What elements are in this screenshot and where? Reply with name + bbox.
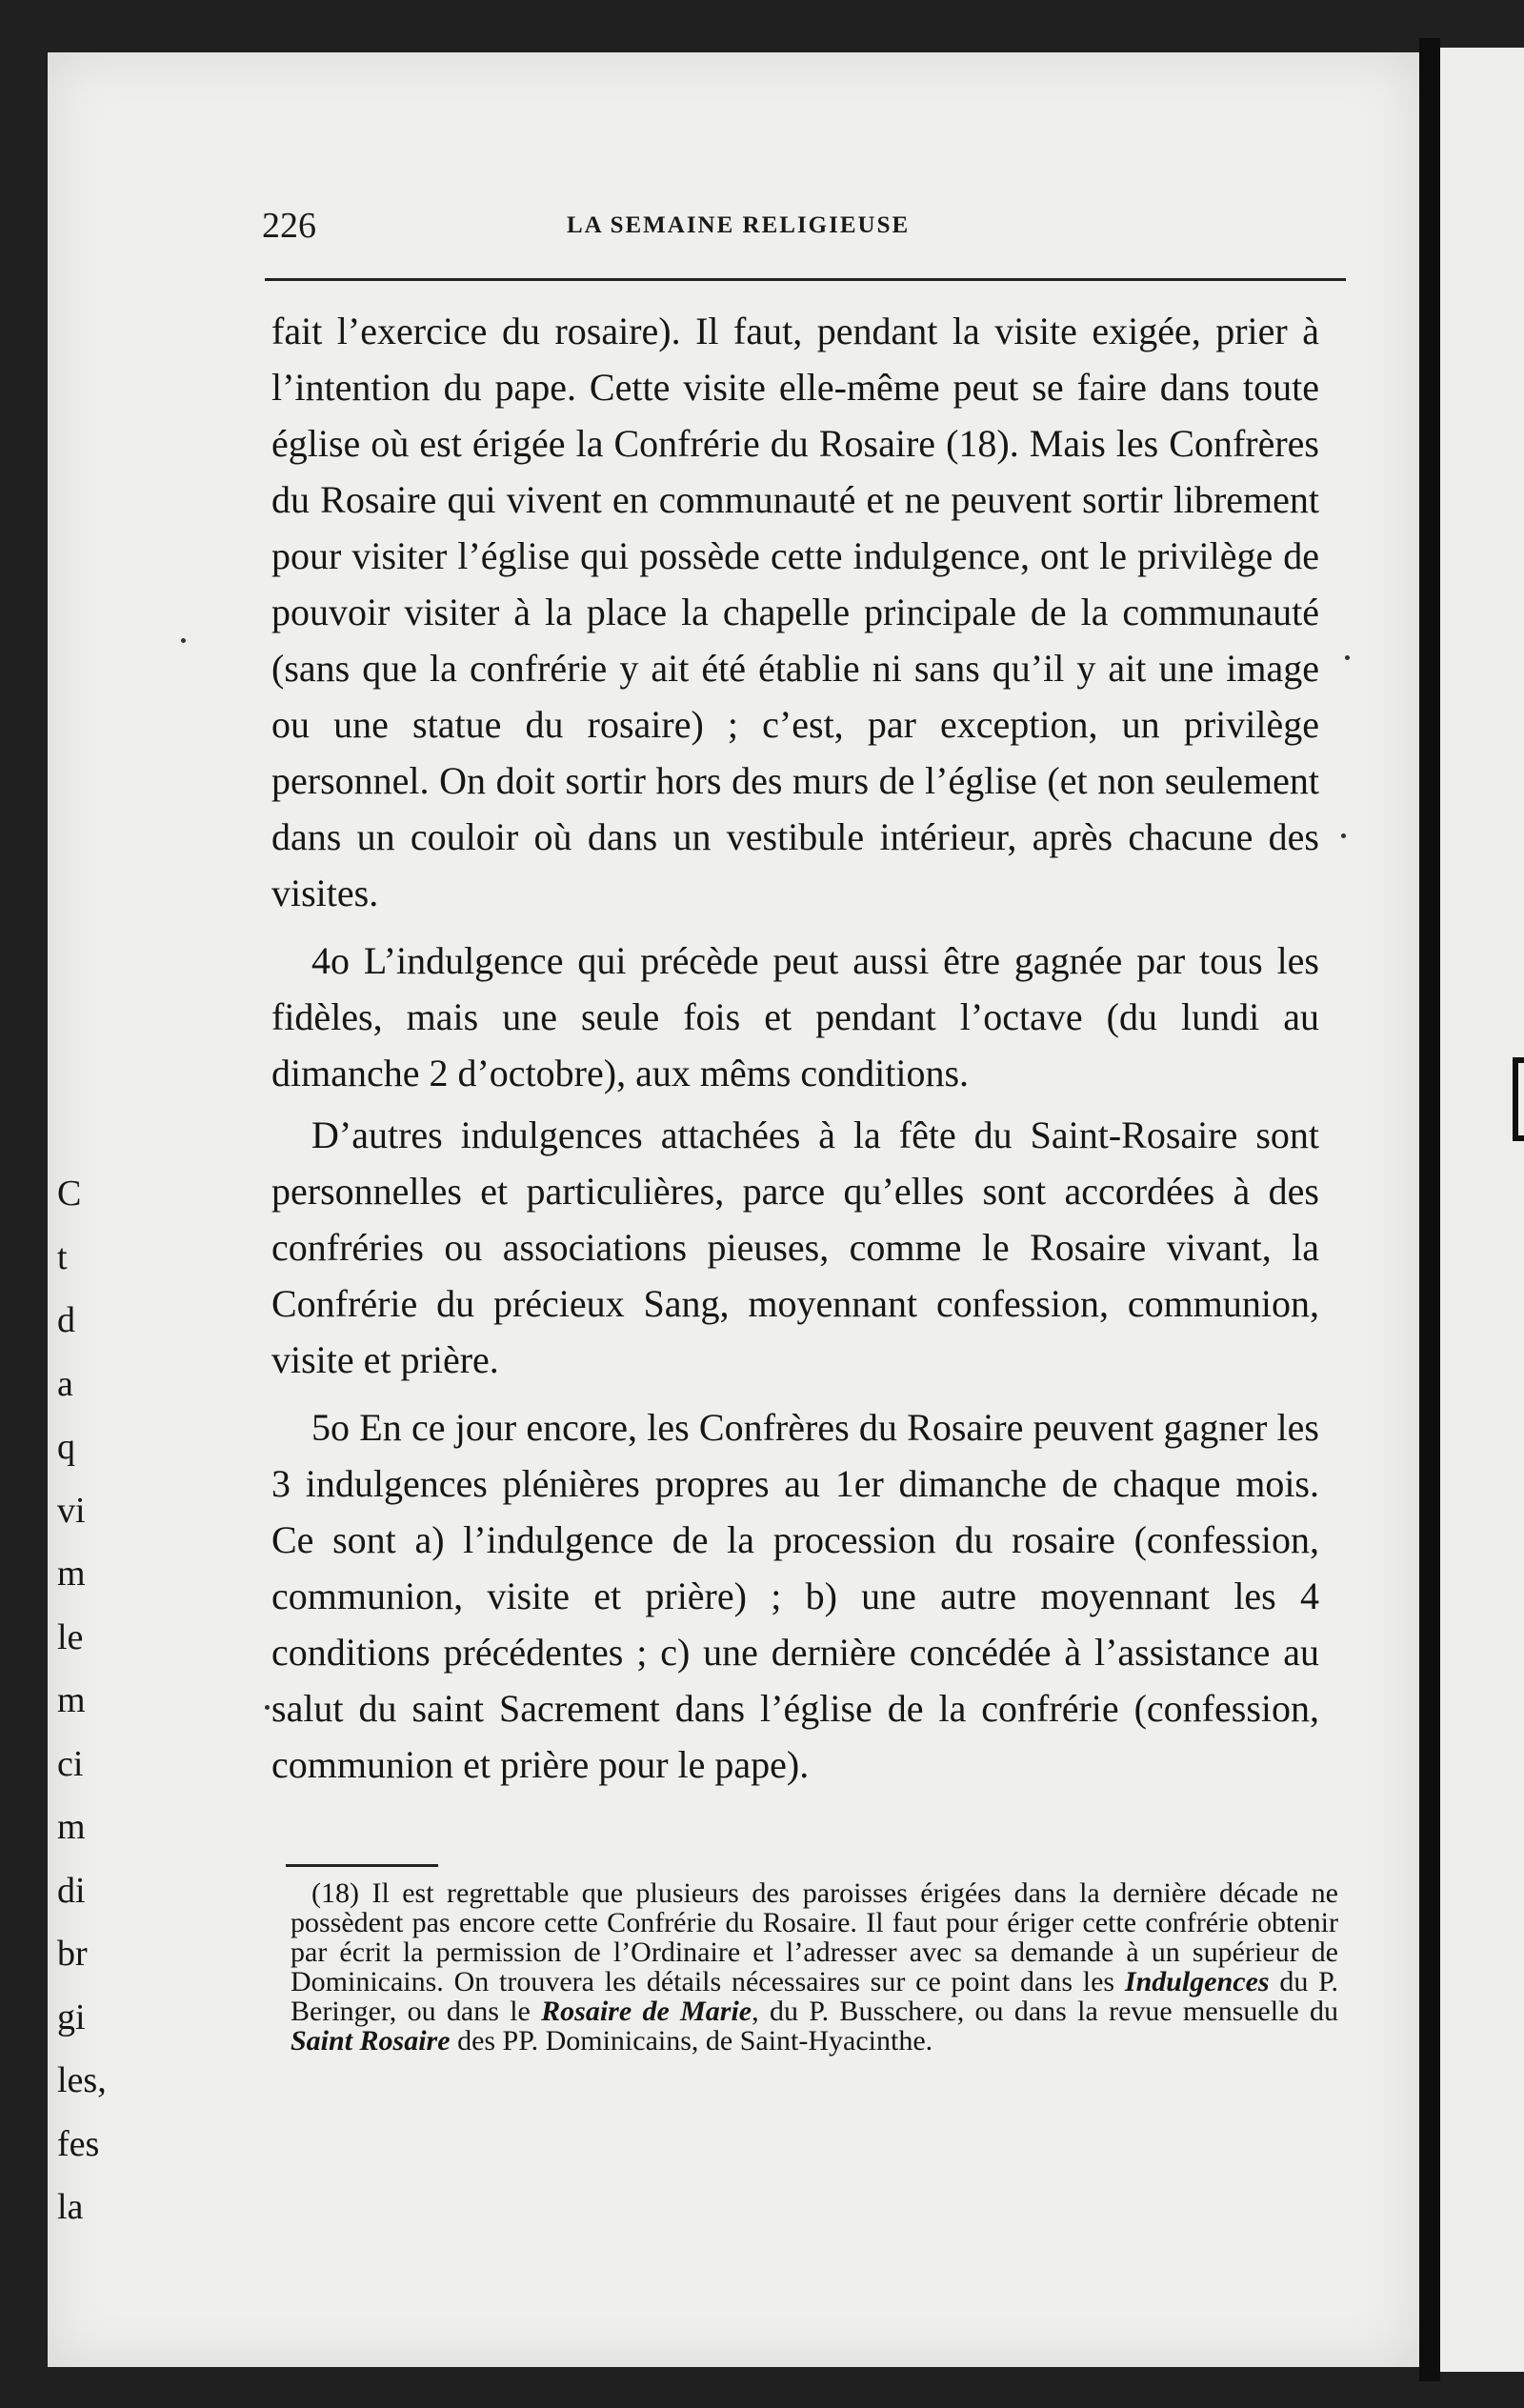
adjacent-page-fragment: ci xyxy=(57,1743,84,1784)
adjacent-page-fragment: gi xyxy=(57,1997,86,2037)
footnote-text-part: du P. Beringer, ou dans le xyxy=(291,1966,1339,2027)
adjacent-page-fragment: t xyxy=(57,1236,68,1277)
running-head: LA SEMAINE RELIGIEUSE xyxy=(567,212,911,238)
footnote-text-part: , du P. Busschere, ou dans la revue mensuelle du xyxy=(752,1996,1338,2027)
adjacent-page-text-fragments xyxy=(57,1162,107,2239)
footnote-rule xyxy=(286,1864,438,1867)
footnote-text-part: (18) Il est regrettable que plusieurs des paroisses érigées dans la dernière décade ne possèdent pas encore cette Confrérie du Rosaire. Il faut pour ériger cette confrérie obtenir par écrit la permission de l’Ordinaire et l’adresser avec sa demande à un supérieur de Dominicains. On trouvera les détails nécessaires sur ce point dans les xyxy=(291,1877,1338,1997)
paragraph: fait l’exercice du rosaire). Il faut, pendant la visite exigée, prier à l’intention du pape. Cette visite elle-même peut se faire dans toute église où est érigée la Confrérie du Rosaire (18). Mais les Confrères du Rosaire qui vivent en communauté et ne peuvent sortir librement pour visiter l’église qui possède cette indulgence, ont le privilège de pouvoir visiter à la place la chapelle principale de la communauté (sans que la confrérie y ait été établie ni sans qu’il y ait une image ou une statue du rosaire) ; c’est, par exception, un privilège personnel. On doit sortir hors des murs de l’église (et non seulement dans un couloir où dans un vestibule intérieur, après chacune des visites. xyxy=(271,310,1319,914)
paragraph: D’autres indulgences attachées à la fête du Saint-Rosaire sont personnelles et particulières, parce qu’elles sont accordées à des confréries ou associations pieuses, comme le Rosaire vivant, la Confrérie du précieux Sang, moyennant confession, communion, visite et prière. xyxy=(271,1114,1319,1381)
footnote-italic: Rosaire de Marie xyxy=(541,1996,752,2027)
footnote xyxy=(291,1878,1338,2056)
adjacent-page-fragment: m xyxy=(57,1807,86,1847)
adjacent-page-edge xyxy=(1440,48,1524,2372)
adjacent-page-fragment: br xyxy=(57,1934,88,1974)
adjacent-page-fragment: d xyxy=(57,1300,75,1340)
adjacent-page-fragment: fes xyxy=(57,2123,100,2164)
adjacent-page-fragment: les, xyxy=(57,2060,107,2100)
book-gutter xyxy=(1419,38,1440,2381)
footnote-italic: Indulgences xyxy=(1124,1966,1270,1997)
paragraph: 4o L’indulgence qui précède peut aussi être gagnée par tous les fidèles, mais une seule fois et pendant l’octave (du lundi au dimanche 2 d’octobre), aux mêms conditions. xyxy=(271,939,1319,1094)
scan-speck xyxy=(1341,833,1346,838)
adjacent-page-fragment: vi xyxy=(57,1490,86,1531)
footnote-text-part: des PP. Dominicains, de Saint-Hyacinthe. xyxy=(450,2025,933,2057)
adjacent-page-fragment: le xyxy=(57,1616,84,1657)
scan-speck xyxy=(1345,655,1350,660)
adjacent-page-fragment: m xyxy=(57,1554,86,1594)
adjacent-page-fragment: m xyxy=(57,1680,86,1720)
adjacent-page-fragment: la xyxy=(57,2187,84,2227)
scan-speck xyxy=(265,1705,270,1710)
header-rule xyxy=(265,278,1346,281)
body-text xyxy=(271,303,1319,1793)
footnote-text xyxy=(291,1878,1338,2056)
scan-speck xyxy=(181,638,186,643)
page-header xyxy=(262,205,1300,262)
adjacent-page-fragment: a xyxy=(57,1363,73,1404)
adjacent-page-fragment: C xyxy=(57,1174,82,1214)
adjacent-page-fragment: q xyxy=(57,1427,75,1467)
adjacent-page-ornament xyxy=(1513,1057,1524,1141)
adjacent-page-fragment: di xyxy=(57,1870,86,1911)
page-number: 226 xyxy=(262,206,316,246)
footnote-italic: Saint Rosaire xyxy=(291,2025,451,2057)
paragraph: 5o En ce jour encore, les Confrères du Rosaire peuvent gagner les 3 indulgences plénières propres au 1er dimanche de chaque mois. Ce sont a) l’indulgence de la procession du rosaire (confession, communion, visite et prière) ; b) une autre moyennant les 4 conditions précédentes ; c) une dernière concédée à l’assistance au salut du saint Sacrement dans l’église de la confrérie (confession, communion et prière pour le pape). xyxy=(271,1406,1319,1786)
